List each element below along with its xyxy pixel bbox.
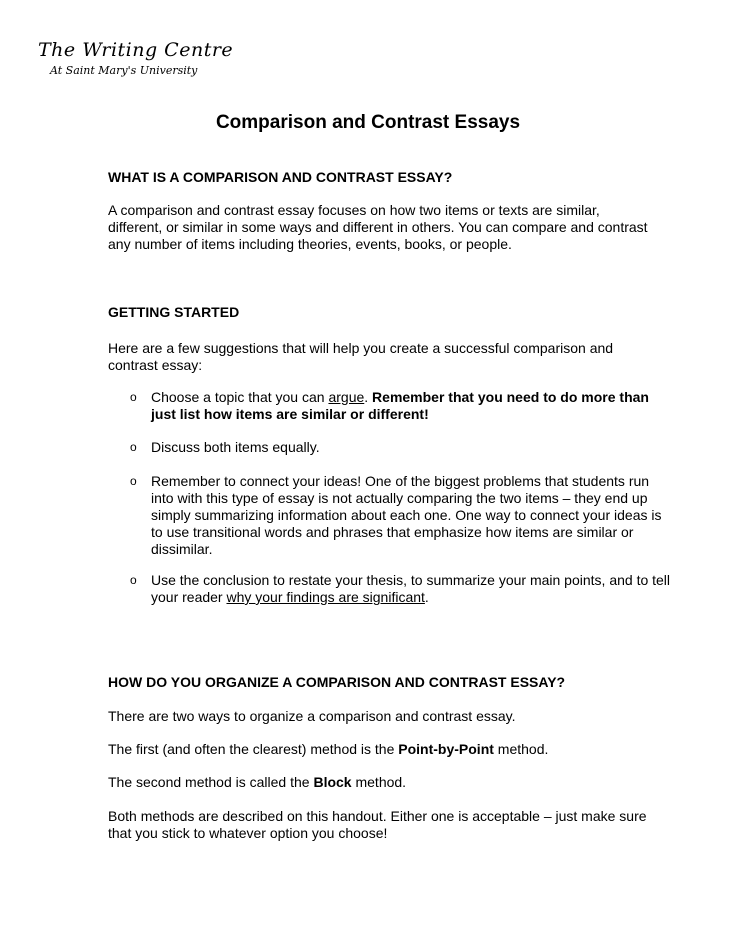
bullet-icon: o bbox=[130, 474, 137, 488]
logo-title: The Writing Centre bbox=[38, 39, 234, 61]
logo-subtitle: At Saint Mary's University bbox=[50, 64, 198, 77]
section-heading-organize: HOW DO YOU ORGANIZE A COMPARISON AND CONTRAST ESSAY? bbox=[108, 674, 566, 690]
list-item bbox=[108, 439, 671, 456]
bullet-icon: o bbox=[130, 390, 137, 404]
list-item-text: . bbox=[364, 389, 373, 405]
list-item-text: Choose a topic that you can bbox=[151, 389, 329, 405]
list-item-text: Discuss both items equally. bbox=[151, 439, 320, 455]
writing-centre-logo bbox=[38, 38, 233, 78]
bullet-icon: o bbox=[130, 440, 137, 454]
section-heading-getting-started: GETTING STARTED bbox=[108, 304, 240, 320]
page-title: Comparison and Contrast Essays bbox=[215, 112, 521, 133]
list-item-text: Remember to connect your ideas! One of the biggest problems that students run into with this type of essay is not actually comparing the two items – they end up simply summarizing information about each one. One way to connect your ideas is to use transitional words and phrases that emphasize how items are similar or dissimilar. bbox=[151, 473, 662, 557]
section-heading-what-is: WHAT IS A COMPARISON AND CONTRAST ESSAY? bbox=[108, 169, 453, 185]
organize-paragraph-3: The second method is called the Block method. bbox=[108, 774, 407, 790]
list-item bbox=[108, 572, 671, 606]
list-item-bold: Remember that you need to do more than just list how items are similar or different! bbox=[151, 389, 649, 422]
list-item-text: . bbox=[424, 589, 429, 605]
list-item bbox=[108, 389, 671, 423]
list-item bbox=[108, 473, 671, 558]
organize-paragraph-2: The first (and often the clearest) method is the Point-by-Point method. bbox=[108, 741, 549, 757]
organize-paragraph-1: There are two ways to organize a comparison and contrast essay. bbox=[108, 708, 516, 724]
list-item-text: Use the conclusion to restate your thesis, to summarize your main points, and to tell your reader bbox=[151, 572, 671, 605]
getting-started-intro: Here are a few suggestions that will help you create a successful comparison and contrast essay: bbox=[108, 340, 614, 373]
bullet-icon: o bbox=[130, 573, 137, 587]
list-item-underlined: why your findings are significant bbox=[226, 589, 425, 605]
organize-paragraph-4: Both methods are described on this handout. Either one is acceptable – just make sure that you stick to whatever option you choose! bbox=[108, 808, 647, 841]
list-item-underlined: argue bbox=[328, 389, 365, 405]
section-what-is-body: A comparison and contrast essay focuses on how two items or texts are similar, different, or similar in some ways and different in others. You can compare and contrast any number of items including theories, events, books, or people. bbox=[108, 202, 648, 252]
